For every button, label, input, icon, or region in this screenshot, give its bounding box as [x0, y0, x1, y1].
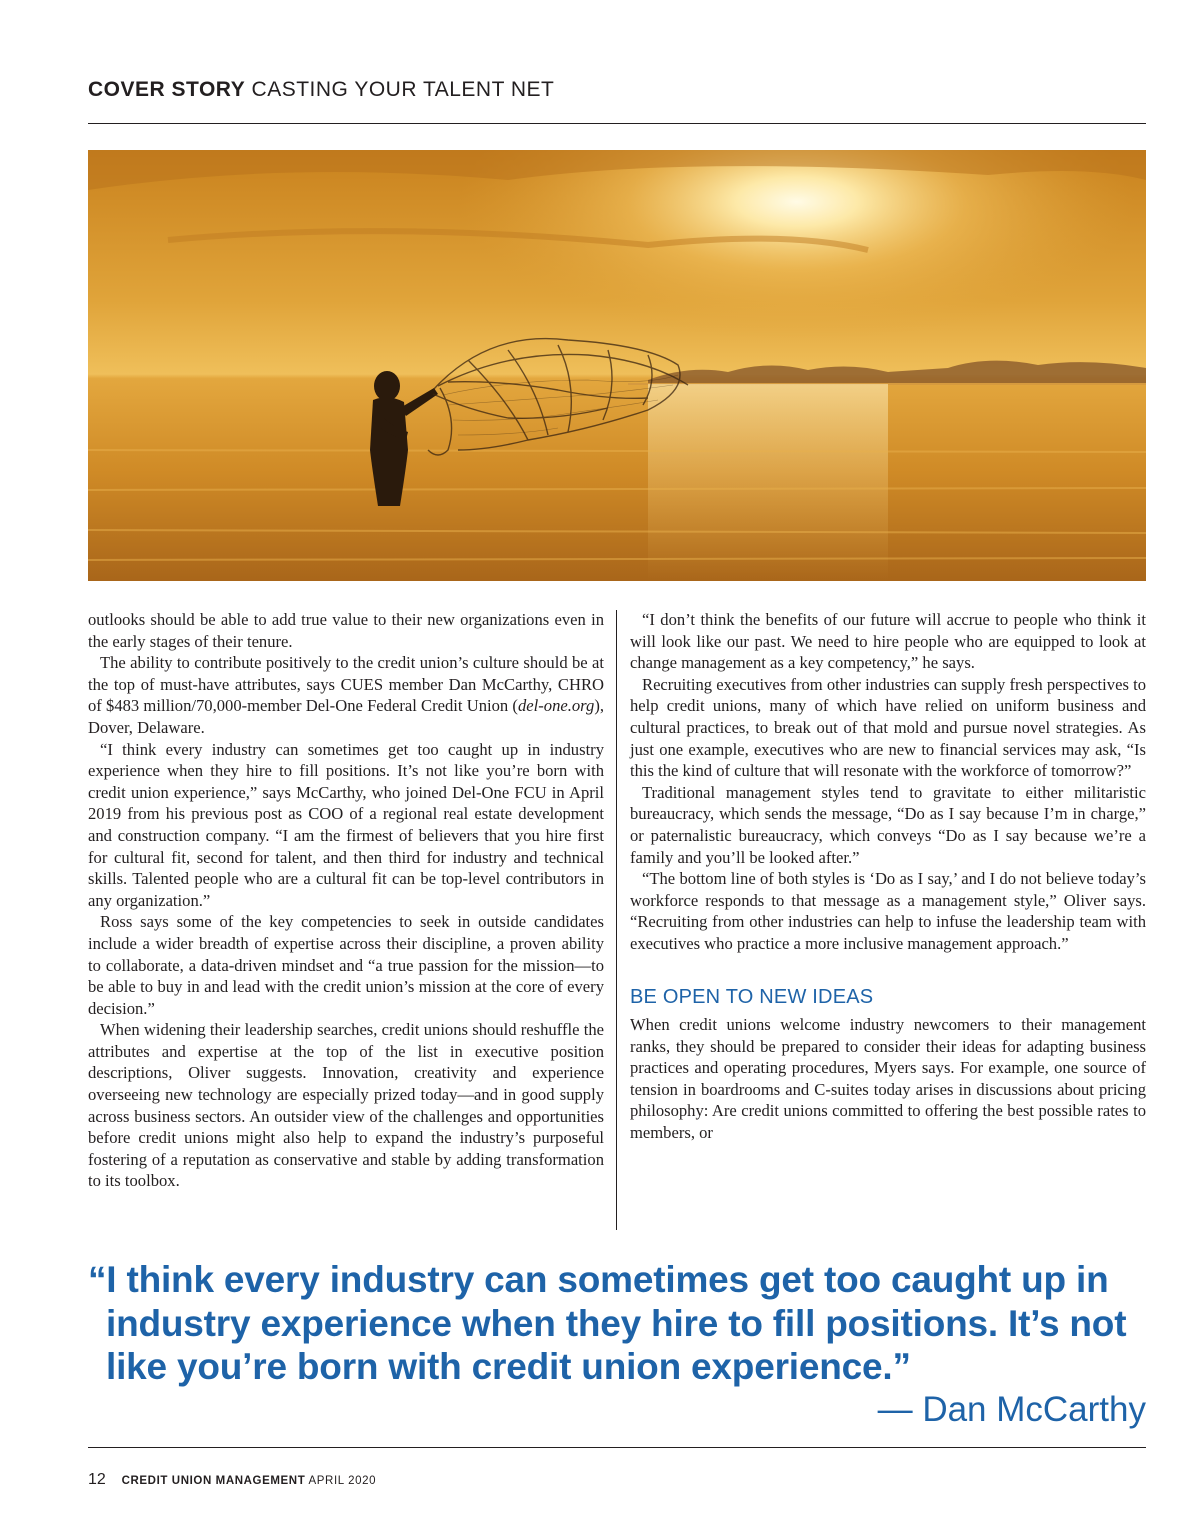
footer-rule [88, 1447, 1146, 1448]
page-number: 12 [88, 1471, 106, 1488]
page-footer [88, 1471, 376, 1489]
running-header [88, 78, 1146, 102]
pull-quote: “I think every industry can sometimes get too caught up in industry experience when they hire to fill positions. It’s not like you’re born with credit union experience.” [88, 1259, 1127, 1387]
pull-quote-attribution: — Dan McCarthy [877, 1390, 1146, 1429]
publication-name: CREDIT UNION MANAGEMENT [121, 1475, 306, 1487]
section-subhead: BE OPEN TO NEW IDEAS [630, 985, 874, 1008]
header-rule [88, 123, 1146, 124]
section-label: COVER STORY [88, 78, 246, 101]
website-link[interactable]: del-one.org [517, 696, 595, 716]
body-paragraph: “I don’t think the benefits of our future will accrue to people who think it will look like our past. We need to hire people who are equipped to look at change management as a key competency,” he says. [630, 610, 1146, 673]
body-text: ), Dover, Delaware. [88, 696, 604, 737]
body-paragraph: Recruiting executives from other industries can supply fresh perspectives to help credit unions, many of which have relied on uniform business and cultural practices, to break out of that mold and pursue novel strategies. As just one example, executives who are new to financial services may ask, “Is this the kind of culture that will resonate with the workforce of tomorrow?” [630, 674, 1146, 781]
body-paragraph: “The bottom line of both styles is ‘Do as I say,’ and I do not believe today’s workforce responds to that message as a management style,” Oliver says. “Recruiting from other industries can help to infuse the leadership team with executives who practice a more inclusive management approach.” [630, 869, 1146, 953]
body-paragraph: When widening their leadership searches, credit unions should reshuffle the attributes and expertise at the top of the list in executive position descriptions, Oliver suggests. Innovation, creativity and experience overseeing new technology are especially prized today—and in good supply across business sectors. An outsider view of the challenges and opportunities before credit unions might also help to expand the industry’s purposeful fostering of a reputation as conservative and stable by adding transformation to its toolbox. [88, 1020, 604, 1191]
net-fisherman-sunset-photo [88, 150, 1146, 581]
body-paragraph: When credit unions welcome industry newcomers to their management ranks, they should be prepared to consider their ideas for adapting business practices and operating procedures, Myers says. For example, one source of tension in boardrooms and C-suites today arises in discussions about pricing philosophy: Are credit unions committed to offering the best possible rates to members, or [630, 1015, 1146, 1143]
story-title: CASTING YOUR TALENT NET [251, 78, 555, 101]
body-paragraph: Traditional management styles tend to gravitate to either militaristic bureaucracy, which sends the message, “Do as I say because I’m in charge,” or paternalistic bureaucracy, which conveys “Do as I say because we’re a family and you’ll be looked after.” [630, 782, 1146, 867]
body-text: The ability to contribute positively to the credit union’s culture should be at the top of must-have attributes, says CUES member Dan McCarthy, CHRO of $483 million/70,000-member Del-One Federal Credit Union ( [88, 653, 604, 716]
body-paragraph: “I think every industry can sometimes get too caught up in industry experience when they hire to fill positions. It’s not like you’re born with credit union experience,” says McCarthy, who joined Del-One FCU in April 2019 from his previous post as COO of a regional real estate development and construction company. “I am the firmest of believers that you hire first for cultural fit, second for talent, and then third for industry and technical skills. Talented people who are a cultural fit can be top-level contributors in any organization.” [88, 739, 604, 910]
issue-date: APRIL 2020 [308, 1475, 377, 1487]
body-paragraph: Ross says some of the key competencies to seek in outside candidates include a wider breadth of expertise across their discipline, a proven ability to collaborate, a data-driven mindset and “a true passion for the mission—to be able to buy in and lead with the credit union’s mission at the core of every decision.” [88, 912, 604, 1018]
body-paragraph: outlooks should be able to add true value to their new organizations even in the early stages of their tenure. [88, 610, 604, 651]
right-column [630, 608, 1146, 1144]
body-paragraph [88, 652, 604, 738]
left-column [88, 608, 604, 1192]
column-divider [616, 610, 617, 1230]
